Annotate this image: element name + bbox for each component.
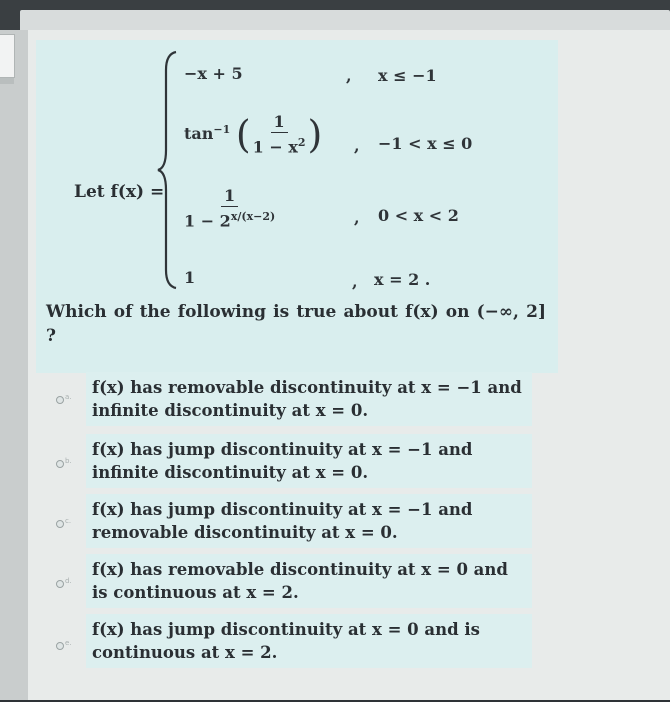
option-c[interactable]: f(x) has jump discontinuity at x = −1 and removable discontinuity at x = 0. bbox=[86, 494, 532, 548]
piece-3-numerator: 1 bbox=[221, 186, 238, 207]
option-e-radio[interactable] bbox=[56, 642, 64, 650]
left-paren: ( bbox=[235, 112, 251, 157]
option-c-marker: c. bbox=[65, 517, 72, 525]
piece-3-fraction bbox=[182, 186, 277, 231]
option-d-radio[interactable] bbox=[56, 580, 64, 588]
piece-1-expression: −x + 5 bbox=[184, 64, 243, 83]
option-e-marker: e. bbox=[65, 639, 72, 647]
piece-1-separator: , bbox=[346, 66, 352, 85]
left-tab-shadow bbox=[0, 78, 14, 84]
option-a[interactable]: f(x) has removable discontinuity at x = −1 and infinite discontinuity at x = 0. bbox=[86, 372, 532, 426]
option-b-marker: b. bbox=[65, 457, 72, 465]
piece-4-condition: x = 2 . bbox=[374, 270, 431, 289]
tan-inverse-exponent: −1 bbox=[213, 122, 231, 136]
right-paren: ) bbox=[307, 112, 323, 157]
piecewise-brace bbox=[156, 50, 178, 290]
option-e[interactable]: f(x) has jump discontinuity at x = 0 and is continuous at x = 2. bbox=[86, 614, 532, 668]
piece-4-expression: 1 bbox=[184, 268, 196, 287]
question-card bbox=[28, 30, 670, 700]
function-definition-label: Let f(x) = bbox=[74, 182, 165, 202]
piece-3-denominator-exponent: x/(x−2) bbox=[230, 210, 276, 223]
left-tab[interactable] bbox=[0, 34, 15, 78]
option-b[interactable]: f(x) has jump discontinuity at x = −1 and infinite discontinuity at x = 0. bbox=[86, 434, 532, 488]
tan-label: tan bbox=[184, 124, 214, 144]
option-b-radio[interactable] bbox=[56, 460, 64, 468]
piece-2-denominator bbox=[251, 133, 308, 157]
left-side-strip bbox=[0, 30, 28, 700]
piece-3-separator: , bbox=[354, 208, 360, 227]
piece-2-condition: −1 < x ≤ 0 bbox=[378, 134, 473, 153]
option-a-marker: a. bbox=[65, 393, 72, 401]
piece-2-expression bbox=[184, 112, 322, 157]
question-prompt: Which of the following is true about f(x) on (−∞, 2] ? bbox=[46, 302, 546, 346]
browser-top-bar bbox=[0, 0, 670, 30]
option-d[interactable]: f(x) has removable discontinuity at x = 0 and is continuous at x = 2. bbox=[86, 554, 532, 608]
piece-3-expression bbox=[182, 186, 277, 231]
piece-1-condition: x ≤ −1 bbox=[378, 66, 437, 85]
piece-2-denominator-exponent: 2 bbox=[297, 136, 306, 149]
option-a-radio[interactable] bbox=[56, 396, 64, 404]
piece-2-denominator-base: 1 − x bbox=[252, 137, 298, 157]
piece-4-separator: , bbox=[352, 272, 358, 291]
option-d-marker: d. bbox=[65, 577, 72, 585]
piece-2-fraction bbox=[251, 112, 308, 157]
top-edge-strip bbox=[20, 10, 670, 32]
option-c-radio[interactable] bbox=[56, 520, 64, 528]
piece-3-condition: 0 < x < 2 bbox=[378, 206, 459, 225]
answer-options bbox=[56, 378, 556, 702]
piece-3-denominator-base: 1 − 2 bbox=[184, 211, 231, 231]
piece-3-denominator bbox=[182, 207, 277, 231]
piece-2-numerator: 1 bbox=[271, 112, 288, 133]
piece-2-separator: , bbox=[354, 136, 360, 155]
